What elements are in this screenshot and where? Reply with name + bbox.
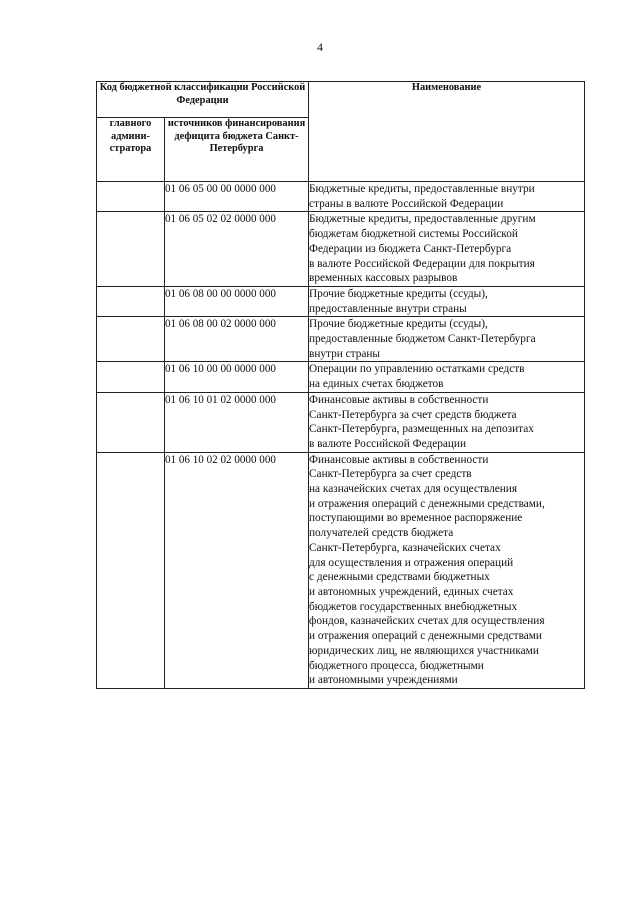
table-row <box>97 212 585 287</box>
name-cell <box>309 286 585 316</box>
name-line: Санкт-Петербурга, размещенных на депозитах <box>309 423 534 436</box>
name-line: и автономными учреждениями <box>309 674 458 687</box>
name-cell <box>309 182 585 212</box>
name-line: поступающими во временное распоряжение <box>309 512 523 525</box>
name-cell <box>309 212 585 287</box>
source-code-cell: 01 06 08 00 00 0000 000 <box>165 286 309 316</box>
admin-code-cell <box>97 286 165 316</box>
name-line: временных кассовых разрывов <box>309 272 458 285</box>
table-row <box>97 317 585 362</box>
header-classification-code: Код бюджетной классификации Российской Федерации <box>97 82 309 118</box>
table-row <box>97 362 585 392</box>
name-line: Бюджетные кредиты, предоставленные внутри <box>309 183 535 195</box>
name-line: юридических лиц, не являющихся участниками <box>309 644 539 657</box>
admin-code-cell <box>97 452 165 688</box>
name-line: на единых счетах бюджетов <box>309 378 444 391</box>
name-line: и отражения операций с денежными средствами, <box>309 497 545 510</box>
name-line: Бюджетные кредиты, предоставленные другим <box>309 213 536 226</box>
name-line: Прочие бюджетные кредиты (ссуды), <box>309 318 488 331</box>
name-line: Санкт-Петербурга за счет средств <box>309 468 472 481</box>
admin-code-cell <box>97 392 165 452</box>
admin-code-cell <box>97 212 165 287</box>
name-cell <box>309 317 585 362</box>
table-row <box>97 182 585 212</box>
admin-code-cell <box>97 362 165 392</box>
name-line: предоставленные внутри страны <box>309 302 467 315</box>
name-line: Прочие бюджетные кредиты (ссуды), <box>309 287 488 300</box>
name-line: бюджетного процесса, бюджетными <box>309 659 484 672</box>
budget-classification-table <box>96 81 585 689</box>
header-chief-administrator: главного админи-стратора <box>97 118 165 182</box>
source-code-cell: 01 06 08 00 02 0000 000 <box>165 317 309 362</box>
name-line: Санкт-Петербурга, казначейских счетах <box>309 541 501 554</box>
name-line: бюджетов государственных внебюджетных <box>309 600 518 613</box>
source-code-cell: 01 06 10 00 00 0000 000 <box>165 362 309 392</box>
name-line: бюджетам бюджетной системы Российской <box>309 228 518 241</box>
name-cell <box>309 452 585 688</box>
name-line: для осуществления и отражения операций <box>309 556 514 569</box>
name-line: Финансовые активы в собственности <box>309 393 489 406</box>
table-row <box>97 392 585 452</box>
source-code-cell: 01 06 10 02 02 0000 000 <box>165 452 309 688</box>
name-line: в валюте Российской Федерации для покрытия <box>309 257 535 270</box>
name-line: Федерации из бюджета Санкт-Петербурга <box>309 242 512 255</box>
name-line: внутри страны <box>309 347 381 360</box>
name-line: Операции по управлению остатками средств <box>309 363 525 376</box>
header-name: Наименование <box>309 82 585 182</box>
name-cell <box>309 392 585 452</box>
name-line: и отражения операций с денежными средствами <box>309 630 542 643</box>
source-code-cell: 01 06 05 02 02 0000 000 <box>165 212 309 287</box>
source-code-cell: 01 06 10 01 02 0000 000 <box>165 392 309 452</box>
name-line: страны в валюте Российской Федерации <box>309 197 504 210</box>
name-line: Санкт-Петербурга за счет средств бюджета <box>309 408 517 421</box>
header-financing-sources: источников финансирования дефицита бюджета Санкт-Петербурга <box>165 118 309 182</box>
table-row <box>97 452 585 688</box>
name-line: получателей средств бюджета <box>309 527 454 540</box>
name-line: предоставленные бюджетом Санкт-Петербурга <box>309 333 536 346</box>
page-number: 4 <box>317 40 323 54</box>
name-cell <box>309 362 585 392</box>
name-line: и автономных учреждений, единых счетах <box>309 585 514 598</box>
name-line: в валюте Российской Федерации <box>309 437 467 450</box>
source-code-cell: 01 06 05 00 00 0000 000 <box>165 182 309 212</box>
admin-code-cell <box>97 317 165 362</box>
name-line: фондов, казначейских счетах для осуществления <box>309 615 545 628</box>
name-line: на казначейских счетах для осуществления <box>309 483 518 496</box>
name-line: с денежными средствами бюджетных <box>309 571 490 584</box>
name-line: Финансовые активы в собственности <box>309 453 489 466</box>
admin-code-cell <box>97 182 165 212</box>
table-row <box>97 286 585 316</box>
